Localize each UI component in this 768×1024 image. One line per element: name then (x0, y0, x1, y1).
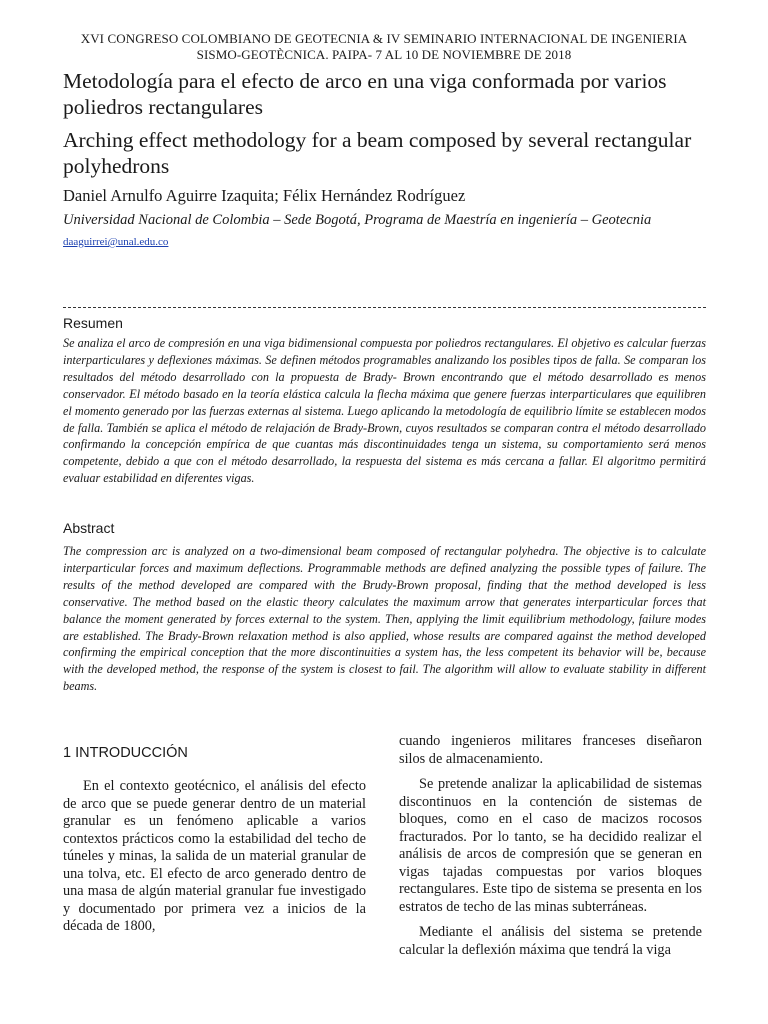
header-line-2: SISMO-GEOTÈCNICA. PAIPA- 7 AL 10 DE NOVIEMBRE DE 2018 (196, 47, 572, 62)
intro-paragraph-3: Se pretende analizar la aplicabilidad de sistemas discontinuos en la contención de sistemas de bloques, como en el caso de macizos rocosos fracturados. Por lo tanto, se ha decidido realizar el análisis de arcos de compresión que se generan en vigas tajadas compuestas por varios bloques rectangulares. Este tipo de sistema se presenta en los estratos de techo de las minas subterráneas. (399, 776, 702, 915)
resumen-heading: Resumen (63, 315, 123, 331)
abstract-heading: Abstract (63, 520, 115, 536)
affiliation: Universidad Nacional de Colombia – Sede Bogotá, Programa de Maestría en ingeniería – Geotecnia (63, 212, 652, 228)
authors: Daniel Arnulfo Aguirre Izaquita; Félix Hernández Rodríguez (63, 186, 466, 205)
separator-rule (63, 307, 706, 308)
abstract-text: The compression arc is analyzed on a two-dimensional beam composed of rectangular polyhedra. The objective is to calculate interparticular forces and maximum deflections. Programmable methods are defined analyzing the possible types of failure. The results of the method developed are compared with the Brudy-Brown proposal, finding that the method developed is less conservative. The method based on the elastic theory calculates the maximum arrow that generates interparticular forces that balance the moment generated by forces external to the system. Then, applying the limit equilibrium methodology, failure modes are established. The Brady-Brown relaxation method is also applied, whose results are compared against the method developed confirming the empirical conception that the more discontinuities a system has, the less competent its behavior will be, because with the developed method, the response of the system is closest to fail. The algorithm will allow to evaluate stability in different beams. (63, 544, 706, 694)
left-column (63, 733, 366, 944)
intro-paragraph-1: En el contexto geotécnico, el análisis del efecto de arco que se puede generar dentro de un material granular es un fenómeno aplicable a varios contextos prácticos como la estabilidad del techo de túneles y minas, la salida de un material granular de una tolva, etc. El efecto de arco generado dentro de una masa de algún material granular fue investigado y documentado por primera vez a inicios de la década de 1800, (63, 778, 366, 934)
intro-paragraph-4: Mediante el análisis del sistema se pretende calcular la deflexión máxima que tendrá la viga (399, 924, 702, 958)
conference-header (40, 31, 728, 63)
intro-paragraph-2: cuando ingenieros militares franceses diseñaron silos de almacenamiento. (399, 733, 702, 767)
title-english: Arching effect methodology for a beam composed by several rectangular polyhedrons (63, 128, 692, 178)
right-column (399, 733, 702, 967)
email-link[interactable]: daaguirrei@unal.edu.co (63, 236, 169, 248)
resumen-text: Se analiza el arco de compresión en una viga bidimensional compuesta por poliedros rectangulares. El objetivo es calcular fuerzas interparticulares y deflexiones máximas. Se definen métodos programables analizando los posibles tipos de falla. Se comparan los resultados del método desarrollado con la propuesta de Brady- Brown encontrando que el método desarrollado es menos conservador. El método basado en la teoría elástica calcula la flecha máxima que genere fuerzas interparticulares que equilibren el momento generado por las fuerzas externas al sistema. Luego aplicando la metodología de equilibrio límite se establecen modos de falla. También se aplica el método de relajación de Brady-Brown, cuyos resultados se comparan contra el método desarrollado confirmando la concepción empírica de que cuantas más discontinuidades tenga un sistema, su comportamiento será menos competente, debido a que con el método desarrollado, la respuesta del sistema es más cercana a fallar. El algoritmo permitirá evaluar estabilidad en diferentes vigas. (63, 336, 706, 486)
title-spanish: Metodología para el efecto de arco en una viga conformada por varios poliedros rectangulares (63, 69, 667, 119)
header-line-1: XVI CONGRESO COLOMBIANO DE GEOTECNIA & IV SEMINARIO INTERNACIONAL DE INGENIERIA (80, 31, 688, 46)
intro-heading: 1 INTRODUCCIÓN (63, 745, 188, 761)
